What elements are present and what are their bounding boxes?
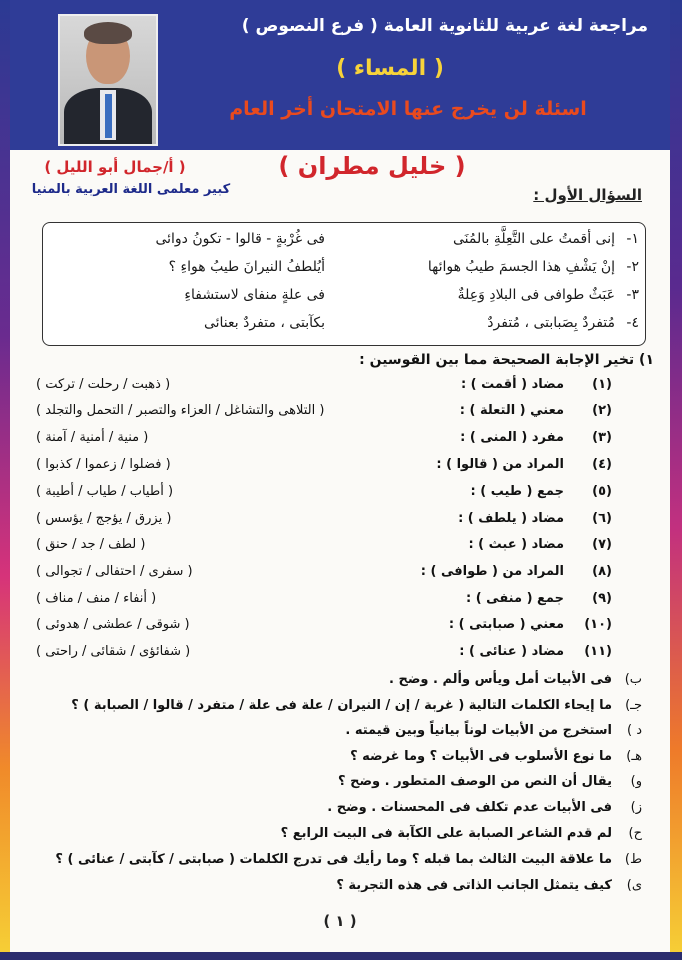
item-options: ( يزرق / يؤجج / يؤسس ): [36, 511, 172, 526]
photo-hair: [84, 22, 132, 44]
verse-row: [43, 315, 645, 343]
sub-question-letter: ب): [624, 672, 642, 687]
verse-row: [43, 231, 645, 259]
item-options: ( شوقى / عطشى / هدوئى ): [36, 617, 190, 632]
sub-question-text: لم قدم الشاعر الصبابة على الكآبة فى البيت الرابع ؟: [280, 826, 612, 841]
item-question: مفرد ( المنى ) :: [460, 430, 564, 445]
item-question: معني ( التعلة ) :: [459, 403, 564, 418]
photo-tie: [105, 94, 112, 138]
item-options: ( التلاهى والتشاغل / العزاء والتصبر / التحمل والتجلد ): [36, 403, 325, 418]
frame-bottom: [0, 952, 682, 960]
sub-question: [26, 878, 652, 902]
item-number: (٣): [592, 430, 612, 445]
item-number: (٧): [592, 537, 612, 552]
sub-question: [26, 826, 652, 850]
choice-item: [30, 457, 648, 481]
sub-question: [26, 672, 652, 696]
page-number: ( ١ ): [323, 912, 357, 930]
choice-item: [30, 377, 648, 401]
item-number: (١٠): [584, 617, 612, 632]
sub-question-letter: جـ): [625, 698, 642, 713]
verse-number: ٤-: [626, 315, 639, 331]
item-question: مضاد ( عبث ) :: [468, 537, 564, 552]
item-options: ( فضلوا / زعموا / كذبوا ): [36, 457, 171, 472]
item-number: (٤): [592, 457, 612, 472]
item-options: ( شفائؤى / شقائى / راحتى ): [36, 644, 191, 659]
item-question: مضاد ( يلطف ) :: [458, 511, 564, 526]
poet-name: ( خليل مطران ): [278, 152, 466, 180]
choice-item: [30, 644, 648, 668]
item-number: (٦): [592, 511, 612, 526]
item-options: ( سفرى / احتفالى / تجوالى ): [36, 564, 193, 579]
item-number: (٥): [592, 484, 612, 499]
sub-question-text: ما نوع الأسلوب فى الأبيات ؟ وما غرضه ؟: [350, 749, 612, 764]
item-number: (١١): [584, 644, 612, 659]
choice-item: [30, 591, 648, 615]
item-options: ( منية / أمنية / آمنة ): [36, 430, 149, 445]
teacher-name: ( أ/جمال أبو الليل ): [44, 158, 186, 176]
verse-number: ٣-: [626, 287, 639, 303]
choice-item: [30, 484, 648, 508]
item-number: (٢): [592, 403, 612, 418]
sub-question-letter: و): [630, 774, 642, 789]
sub-question: [26, 698, 652, 722]
verse-number: ٢-: [626, 259, 639, 275]
choice-item: [30, 430, 648, 454]
verse-row: [43, 259, 645, 287]
item-number: (٩): [592, 591, 612, 606]
question-one-heading: السؤال الأول :: [533, 186, 642, 204]
verse-row: [43, 287, 645, 315]
item-question: المراد من ( طوافى ) :: [420, 564, 564, 579]
item-options: ( لطف / جد / حنق ): [36, 537, 146, 552]
sub-question-text: فى الأبيات أمل ويأس وألم . وضح .: [388, 672, 612, 687]
item-question: مضاد ( عنائى ) :: [459, 644, 564, 659]
verse-first-hemistich: إنى أقمتُ على التَّعِلَّةِ بالمُنَى: [452, 231, 615, 247]
sub-question-text: ما علاقة البيت الثالث بما قبله ؟ وما رأيك فى تدرج الكلمات ( صبابتى / كآبتى / عنائى ) ؟: [55, 852, 612, 867]
choice-item: [30, 617, 648, 641]
sub-question: [26, 723, 652, 747]
verse-first-hemistich: مُتفردٌ بِصَبابتى ، مُتفردٌ: [487, 315, 615, 331]
choice-item: [30, 403, 648, 427]
sub-question-text: ما إيحاء الكلمات التالية ( غربة / إن / النيران / علة فى علة / متفرد / قالوا / الصبابة ) ؟: [71, 698, 612, 713]
sub-question-letter: ى): [626, 878, 642, 893]
header-evening: ( المساء ): [336, 56, 444, 81]
sub-question-text: استخرج من الأبيات لوناً بيانياً وبين قيمته .: [345, 723, 612, 738]
verse-second-hemistich: فى علةٍ منفاى لاستشفاءِ: [184, 287, 325, 303]
item-number: (٨): [592, 564, 612, 579]
item-question: المراد من ( قالوا ) :: [436, 457, 564, 472]
verse-second-hemistich: أيُلطفُ النيرانَ طيبُ هواءِ ؟: [168, 259, 325, 275]
sub-question: [26, 852, 652, 876]
header-title: مراجعة لغة عربية للثانوية العامة ( فرع النصوص ): [241, 16, 648, 36]
verses-box: [42, 222, 646, 346]
item-question: مضاد ( أقمت ) :: [460, 377, 564, 392]
header-questions-note: اسئلة لن يخرج عنها الامتحان أخر العام: [229, 98, 587, 120]
sub-question-text: يقال أن النص من الوصف المتطور . وضح ؟: [338, 774, 612, 789]
sub-question: [26, 800, 652, 824]
item-number: (١): [592, 377, 612, 392]
sub-question-letter: ط): [624, 852, 642, 867]
instruction-choose: ١) تخير الإجابة الصحيحة مما بين القوسين :: [359, 352, 654, 368]
choice-item: [30, 564, 648, 588]
verse-second-hemistich: بكآبتى ، متفردٌ بعنائى: [203, 315, 325, 331]
verse-second-hemistich: فى غُرْبةٍ - قالوا - تكونُ دوائى: [155, 231, 325, 247]
sub-question-text: كيف يتمثل الجانب الذاتى فى هذه التجربة ؟: [336, 878, 612, 893]
sub-question-letter: ح): [628, 826, 642, 841]
item-options: ( ذهبت / رحلت / تركت ): [36, 377, 171, 392]
item-question: جمع ( طيب ) :: [470, 484, 564, 499]
sub-question-letter: د ): [627, 723, 642, 738]
verse-first-hemistich: عَبَثٌ طوافى فى البلادِ وَعِلةٌ: [457, 287, 615, 303]
item-options: ( أطياب / طياب / أطيبة ): [36, 484, 174, 499]
sub-question: [26, 774, 652, 798]
item-question: جمع ( منفى ) :: [465, 591, 564, 606]
sub-question-letter: ز): [630, 800, 642, 815]
verse-first-hemistich: إنْ يَشْفِ هذا الجسمَ طيبُ هوائها: [427, 259, 615, 275]
sub-question-letter: هـ): [626, 749, 642, 764]
sub-question: [26, 749, 652, 773]
choice-item: [30, 537, 648, 561]
frame-left: [0, 0, 10, 960]
teacher-title: كبير معلمى اللغة العربية بالمنيا: [31, 182, 231, 197]
choice-item: [30, 511, 648, 535]
sub-question-text: فى الأبيات عدم تكلف فى المحسنات . وضح .: [327, 800, 612, 815]
header-banner: [10, 0, 670, 150]
item-options: ( أنفاء / منف / مناف ): [36, 591, 157, 606]
item-question: معني ( صبابتى ) :: [448, 617, 564, 632]
verse-number: ١-: [626, 231, 639, 247]
frame-right: [670, 0, 682, 960]
